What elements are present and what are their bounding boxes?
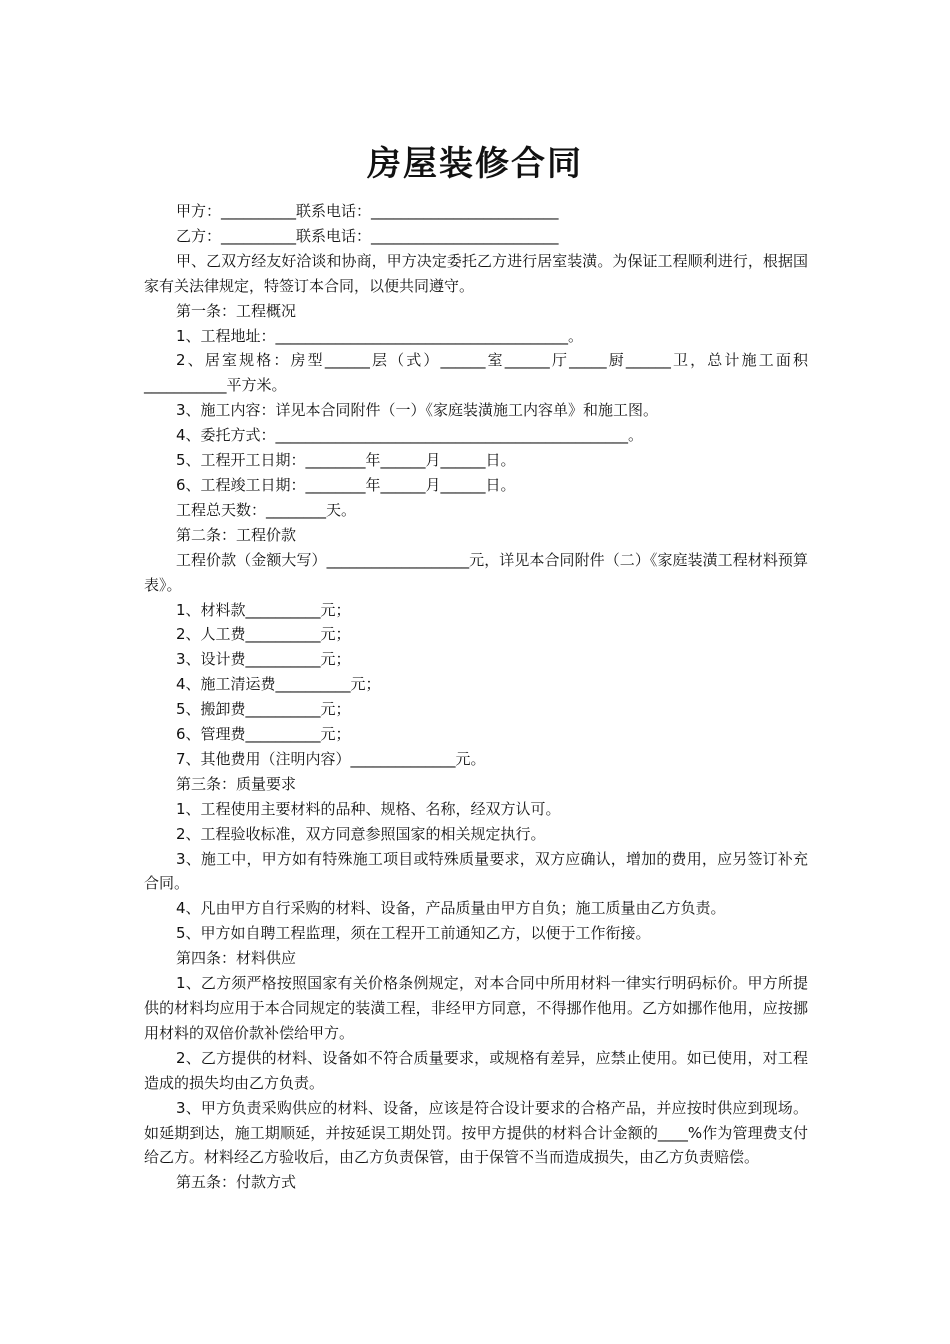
contract-paragraph: 第四条：材料供应 [176,949,297,968]
contract-paragraph: 5、搬卸费__________元； [176,700,351,719]
contract-paragraph: 第三条：质量要求 [176,774,297,793]
contract-paragraph: 2、居室规格：房型______层（式）______室______厅_____厨______卫，总计施工面积___________平方米。 [144,351,808,395]
contract-paragraph: 1、乙方须严格按照国家有关价格条例规定，对本合同中所用材料一律实行明码标价。甲方所提供的材料均应用于本合同规定的装潢工程，非经甲方同意，不得挪作他用。乙方如挪作他用，应按挪用材料的双倍价款补偿给甲方。 [144,974,808,1042]
contract-paragraph: 2、工程验收标准，双方同意参照国家的相关规定执行。 [176,824,546,843]
contract-paragraph: 6、管理费__________元； [176,725,351,744]
contract-paragraph: 2、人工费__________元； [176,625,351,644]
contract-paragraph: 乙方：__________联系电话：_________________________ [176,226,559,245]
contract-paragraph: 4、委托方式：_______________________________________________。 [176,426,644,445]
contract-paragraph: 5、工程开工日期：________年______月______日。 [176,451,516,470]
contract-paragraph: 3、施工内容：详见本合同附件（一）《家庭装潢施工内容单》和施工图。 [176,401,659,420]
contract-paragraph: 第一条：工程概况 [176,301,297,320]
contract-paragraph: 6、工程竣工日期：________年______月______日。 [176,475,516,494]
contract-paragraph: 甲方：__________联系电话：_________________________ [176,202,559,220]
contract-paragraph: 1、工程地址：_______________________________________。 [176,326,584,345]
contract-paragraph: 4、施工清运费__________元； [176,675,381,694]
contract-paragraph: 工程总天数：________天。 [176,500,357,519]
contract-paragraph: 工程价款（金额大写）___________________元，详见本合同附件（二）《家庭装潢工程材料预算表》。 [144,550,808,594]
contract-paragraph: 第二条：工程价款 [176,525,297,544]
contract-paragraph: 3、甲方负责采购供应的材料、设备，应该是符合设计要求的合格产品，并应按时供应到现场。如延期到达，施工期顺延，并按延误工期处罚。按甲方提供的材料合计金额的____%作为管理费支付给乙方。材料经乙方验收后，由乙方负责保管，由于保管不当而造成损失，由乙方负责赔偿。 [144,1098,808,1167]
contract-paragraph: 3、设计费__________元； [176,650,351,669]
contract-paragraph: 1、工程使用主要材料的品种、规格、名称，经双方认可。 [176,799,561,818]
contract-paragraph: 5、甲方如自聘工程监理，须在工程开工前通知乙方，以便于工作衔接。 [176,924,651,943]
contract-paragraph: 第五条：付款方式 [176,1173,297,1192]
contract-paragraph: 1、材料款__________元； [176,600,351,619]
contract-paragraph: 2、乙方提供的材料、设备如不符合质量要求，或规格有差异，应禁止使用。如已使用，对工程造成的损失均由乙方负责。 [144,1048,808,1092]
contract-paragraph: 甲、乙双方经友好洽谈和协商，甲方决定委托乙方进行居室装潢。为保证工程顺利进行，根据国家有关法律规定，特签订本合同，以便共同遵守。 [144,251,808,295]
contract-paragraph: 3、施工中，甲方如有特殊施工项目或特殊质量要求，双方应确认，增加的费用，应另签订补充合同。 [144,849,808,893]
contract-body [144,199,808,1195]
contract-title: 房屋装修合同 [367,144,583,184]
contract-paragraph: 4、凡由甲方自行采购的材料、设备，产品质量由甲方自负；施工质量由乙方负责。 [176,899,726,918]
contract-paragraph: 7、其他费用（注明内容）______________元。 [176,749,486,768]
